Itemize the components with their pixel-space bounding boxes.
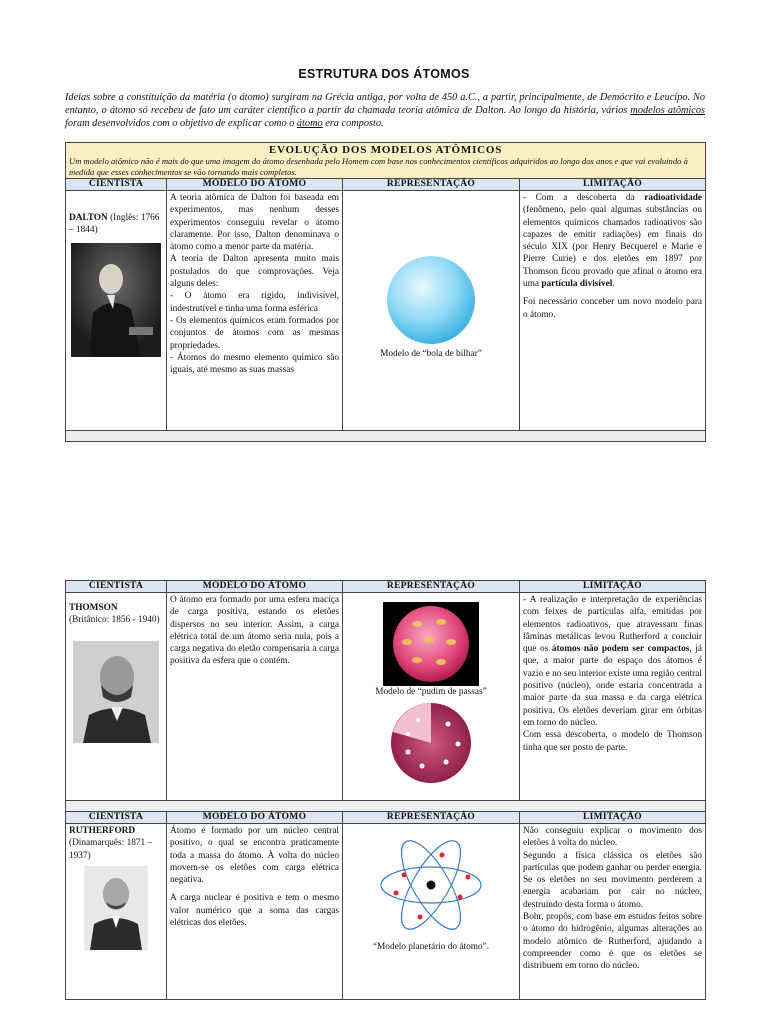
- table-thomson-rutherford: [65, 580, 706, 1000]
- plum-pudding-cutaway-image: [388, 700, 474, 786]
- thomson-limitation-cell: - A realização e interpretação de experiências com feixes de partículas alfa, emitidas por elementos radioativos, que atravessam finas lâminas metálicas levou Rutherford a concluir que os átomos não podem ser compactos, já que, a maior parte do espaço dos átomos é vazio e no seu interior existe uma região central positivo (núcleo), onde estaria concentrada a maior parte da sua massa e da carga elétrica positiva. Os eletões deveriam girar em órbitas em torno do núcleo. Com essa descoberta, o modelo de Thomson tinha que ser posto de parte.: [520, 593, 706, 801]
- header-limitation: LIMITAÇÃO: [520, 179, 706, 191]
- banner-description: Um modelo atômico não é mais do que uma imagem do átomo desenhada pelo Homem com base nos conhecimentos científicos adquiridos ao longo dos anos e que vai evoluindo à medida que esses conhecimentos se vão tornando mais completos.: [69, 156, 688, 177]
- rutherford-caption: “Modelo planetário do átomo”.: [372, 942, 490, 952]
- link-modelos-atomicos[interactable]: modelos atômicos: [630, 105, 705, 116]
- rutherford-limitation-cell: Não conseguiu explicar o movimento dos eletões à volta do núcleo. Segundo a física clássica os eletões são partículas que podem ganhar ou perder energia. Se os eletões no seu movimento perderem a energia acabariam por cair no núcleo, destruindo desta forma o átomo. Bohr, propôs, com base em estudos feitos sobre o átomo do hidrogênio, algumas alterações ao modelo atômico de Rutherford, ajudando a compreender como é que os eletões se distribuem em torno do núcleo.: [520, 824, 706, 1000]
- header-limitation: LIMITAÇÃO: [520, 812, 706, 824]
- header-model: MODELO DO ÁTOMO: [167, 581, 343, 593]
- table-dalton: [65, 142, 706, 442]
- thomson-representation-cell: [343, 593, 520, 801]
- planetary-model-image: [376, 835, 486, 935]
- header-representation: REPRESENTAÇÃO: [343, 581, 520, 593]
- header-limitation: LIMITAÇÃO: [520, 581, 706, 593]
- dalton-caption: Modelo de “bola de bilhar”: [380, 349, 482, 359]
- link-atomo[interactable]: átomo: [296, 118, 323, 129]
- header-representation: REPRESENTAÇÃO: [343, 812, 520, 824]
- dalton-portrait: [71, 243, 161, 357]
- dalton-limitation-cell: - Com a descoberta da radioatividade (fenômeno, pelo qual algumas substâncias ou elementos químicos chamados radioativos são capazes de emitir radiações) em finais do século XIX (por Henry Becquerel e Marie e Pierre Curie) e dos eletões em 1897 por Thomson ficou provado que afinal o átomo era uma partícula divisível. Foi necessário conceber um novo modelo para o átomo.: [520, 191, 706, 431]
- banner-cell: [66, 143, 706, 179]
- dalton-scientist-cell: DALTON (Inglês: 1766 – 1844): [66, 191, 167, 431]
- rutherford-model-cell: Átomo é formado por um núcleo central positivo, o qual se encontra praticamente toda a massa do átomo. À volta do núcleo movem-se os eletões com carga elétrica negativa. A carga nuclear é positiva e tem o mesmo valor numérico que a soma das cargas elétricas dos eletões.: [167, 824, 343, 1000]
- rutherford-representation-cell: [343, 824, 520, 1000]
- page-title: ESTRUTURA DOS ÁTOMOS: [298, 67, 470, 81]
- dalton-name: DALTON: [69, 213, 108, 223]
- row-separator: [66, 431, 706, 442]
- rutherford-portrait: [84, 866, 148, 950]
- header-scientist: CIENTISTA: [66, 812, 167, 824]
- thomson-portrait: [73, 641, 159, 743]
- dalton-model-cell: A teoria atômica de Dalton foi baseada em experimentos, mas nenhum desses experimentos conseguiu revelar o átomo claramente. Por isso, Dalton denominava o átomo como a menor parte da matéria. A teoria de Dalton apresenta muito mais postulados do que comprovações. Veja alguns deles: - O átomo era rígido, indivisível, indestrutível e tinha uma forma esférica - Os elementos químicos eram formados por conjuntos de átomos com as mesmas propriedades. - Átomos do mesmo elemento químico são iguais, até mesmo as suas massas: [167, 191, 343, 431]
- header-scientist: CIENTISTA: [66, 179, 167, 191]
- header-model: MODELO DO ÁTOMO: [167, 179, 343, 191]
- intro-paragraph: Ideias sobre a constituição da matéria (o átomo) surgiram na Grécia antiga, por volta de 450 a.C., a partir, principalmente, de Demócrito e Leucipo. No entanto, o átomo só recebeu de fato um caráter científico a partir da chamada teoria atômica de Dalton. Ao longo da história, vários modelos atômicos foram desenvolvidos com o objetivo de explicar como o átomo era composto.: [65, 92, 705, 129]
- rutherford-name: RUTHERFORD: [69, 826, 136, 836]
- thomson-name: THOMSON: [69, 603, 118, 613]
- header-representation: REPRESENTAÇÃO: [343, 179, 520, 191]
- rutherford-scientist-cell: RUTHERFORD (Dinamarquês: 1871 – 1937): [66, 824, 167, 1000]
- row-separator: [66, 801, 706, 812]
- thomson-model-cell: O átomo era formado por uma esfera maciça de carga positiva, estando os eletões dispersos no seu interior. Assim, a carga elétrica total de um átomo seria nula, pois a carga negativa do eletão compensaria a carga positiva da esfera que o contém.: [167, 593, 343, 801]
- billiard-ball-model-image: [381, 252, 481, 348]
- header-scientist: CIENTISTA: [66, 581, 167, 593]
- dalton-representation-cell: [343, 191, 520, 431]
- header-model: MODELO DO ÁTOMO: [167, 812, 343, 824]
- thomson-caption: Modelo de “pudim de passas”: [375, 687, 487, 697]
- thomson-scientist-cell: THOMSON (Britânico: 1856 - 1940): [66, 593, 167, 801]
- banner-title: EVOLUÇÃO DOS MODELOS ATÔMICOS: [268, 144, 503, 156]
- plum-pudding-model-image: [383, 602, 479, 686]
